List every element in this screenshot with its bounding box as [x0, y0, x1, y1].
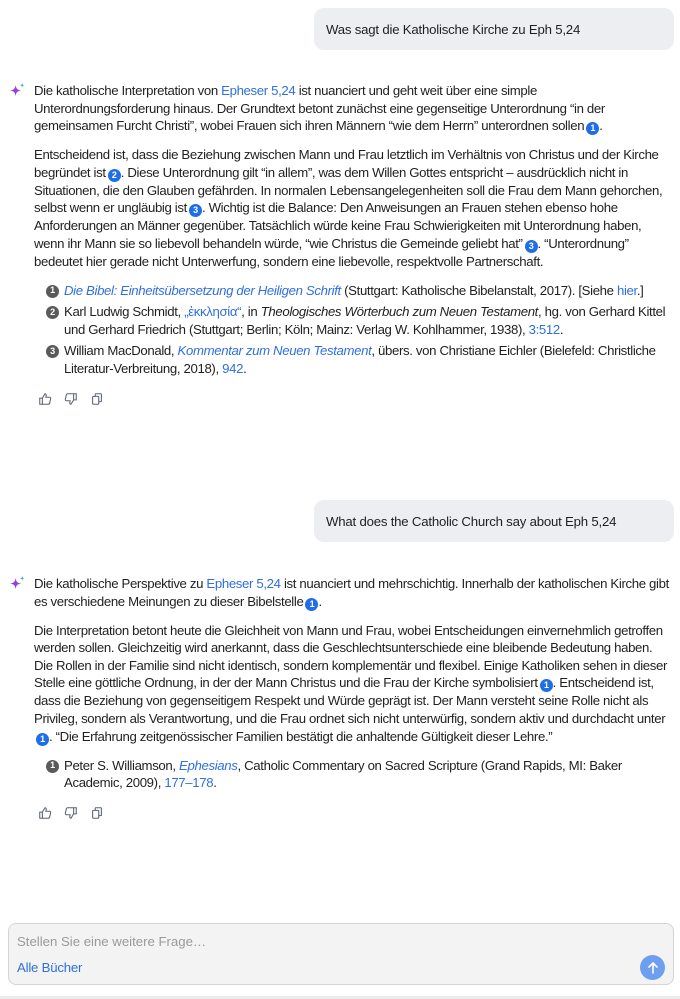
- thumbs-down-icon[interactable]: [64, 806, 78, 820]
- citation-badge[interactable]: 1: [540, 679, 553, 692]
- user-message-text: Was sagt die Katholische Kirche zu Eph 5,24: [326, 21, 581, 37]
- reference-item: 3 William MacDonald, Kommentar zum Neuen Testament, übers. von Christiane Eichler (Bielefeld: Christliche Literatur-Verbreitung, 2018), 942.: [46, 342, 674, 377]
- reference-number: 1: [46, 760, 59, 773]
- answer-paragraph: Die katholische Perspektive zu Epheser 5,24 ist nuanciert und mehrschichtig. Innerhalb der katholischen Kirche gibt es verschiedene Meinungen zu dieser Bibelstelle 1 .: [34, 576, 669, 609]
- thumbs-up-icon[interactable]: [38, 392, 52, 406]
- citation-badge[interactable]: 1: [36, 733, 49, 746]
- reference-title-link[interactable]: Die Bibel: Einheitsübersetzung der Heiligen Schrift: [64, 282, 341, 298]
- thumbs-down-icon[interactable]: [64, 392, 78, 406]
- reference-item: 1 Die Bibel: Einheitsübersetzung der Heiligen Schrift (Stuttgart: Katholische Bibelanstalt, 2017). [Siehe hier.]: [46, 282, 674, 300]
- answer-actions: [38, 392, 674, 406]
- composer: [8, 923, 674, 985]
- reference-list: [46, 757, 674, 792]
- reference-item: 1 Peter S. Williamson, Ephesians, Catholic Commentary on Sacred Scripture (Grand Rapids, MI: Baker Academic, 2009), 177–178.: [46, 757, 674, 792]
- ai-sparkle-icon: [9, 82, 26, 99]
- reference-page-link[interactable]: 3:512: [528, 321, 560, 337]
- copy-icon[interactable]: [90, 392, 104, 406]
- reference-list: [46, 282, 674, 378]
- reference-title-link[interactable]: Kommentar zum Neuen Testament: [177, 343, 372, 359]
- arrow-up-icon: [646, 961, 660, 975]
- answer-paragraph: Entscheidend ist, dass die Beziehung zwischen Mann und Frau letztlich im Verhältnis von Christus und der Kirche begründet ist 2 . Diese Unterordnung gilt “in allem”, was dem Willen Gottes entspricht – ausdrücklich nicht in Situationen, die den Glauben gefährden. In normalen Lebensangelegenheiten soll die Frau dem Mann gehorchen, selbst wenn er ungläubig ist 3 . Wichtig ist die Balance: Den Anweisungen an Frauen stehen ebenso hohe Anforderungen an Männer gegenüber. Tatsächlich würde keine Frau Schwierigkeiten mit Unterordnung haben, wenn ihr Mann sie so liebevoll behandeln würde, “wie Christus die Gemeinde geliebt hat” 3 . “Unterordnung” bedeutet hier gerade nicht Unterwerfung, sondern eine liebevolle, respektvolle Partnerschaft.: [34, 147, 663, 269]
- citation-badge[interactable]: 2: [108, 169, 121, 182]
- reference-number: 3: [46, 345, 59, 358]
- scripture-link[interactable]: Epheser 5,24: [221, 83, 296, 98]
- scope-selector-all-books[interactable]: Alle Bücher: [17, 960, 83, 975]
- ai-sparkle-icon: [9, 575, 26, 592]
- scripture-link[interactable]: Epheser 5,24: [206, 576, 281, 591]
- reference-title-link[interactable]: Ephesians: [179, 757, 238, 773]
- reference-page-link[interactable]: 942: [222, 360, 244, 376]
- user-message: [314, 500, 674, 542]
- question-input[interactable]: [17, 931, 617, 951]
- citation-badge[interactable]: 3: [189, 204, 202, 217]
- answer-actions: [38, 806, 674, 820]
- answer-paragraph: Die Interpretation betont heute die Gleichheit von Mann und Frau, wobei Entscheidungen einvernehmlich getroffen werden sollen. Gleichzeitig wird anerkannt, dass die Geschlechtsunterschiede eine bleibende Bedeutung haben. Die Rollen in der Familie sind nicht identisch, sondern komplementär und flexibel. Einige Katholiken sehen in dieser Stelle eine göttliche Ordnung, in der der Mann Christus und die Frau der Kirche symbolisiert 1 . Entscheidend ist, dass die Beziehung von gegenseitigem Respekt und Würde geprägt ist. Der Mann versteht seine Rolle nicht als Privileg, sondern als Verantwortung, und die Frau ordnet sich nicht unterwürfig, sondern aktiv und durchdacht unter1 . “Die Erfahrung zeitgenössischer Familien bestätigt die anhaltende Gültigkeit dieser Lehre.”: [34, 622, 668, 744]
- user-message-text: What does the Catholic Church say about Eph 5,24: [326, 513, 617, 529]
- reference-number: 1: [46, 285, 59, 298]
- thumbs-up-icon[interactable]: [38, 806, 52, 820]
- reference-item: 2 Karl Ludwig Schmidt, „ἐκκλησία“, in Theologisches Wörterbuch zum Neuen Testament, hg. von Gerhard Kittel und Gerhard Friedrich (Stuttgart; Berlin; Köln; Mainz: Verlag W. Kohlhammer, 1938), 3:512.: [46, 303, 674, 338]
- copy-icon[interactable]: [90, 806, 104, 820]
- reference-here-link[interactable]: hier: [616, 282, 637, 298]
- citation-badge[interactable]: 1: [586, 122, 599, 135]
- reference-number: 2: [46, 306, 59, 319]
- reference-page-link[interactable]: 177–178: [164, 775, 214, 791]
- citation-badge[interactable]: 3: [525, 240, 538, 253]
- citation-badge[interactable]: 1: [305, 598, 318, 611]
- user-message: [314, 8, 674, 50]
- answer-paragraph: Die katholische Interpretation von Epheser 5,24 ist nuanciert und geht weit über eine simple Unterordnungsforderung hinaus. Der Grundtext betont zunächst eine gegenseitige Unterordnung “in der gemeinsamen Furcht Christi”, wobei Frauen sich ihren Männern “wie dem Herrn” unterordnen sollen 1 .: [34, 83, 605, 134]
- assistant-answer: [0, 82, 680, 406]
- send-button[interactable]: [640, 955, 665, 980]
- reference-entry-link[interactable]: „ἐκκλησία“: [184, 304, 242, 320]
- assistant-answer: [0, 575, 680, 820]
